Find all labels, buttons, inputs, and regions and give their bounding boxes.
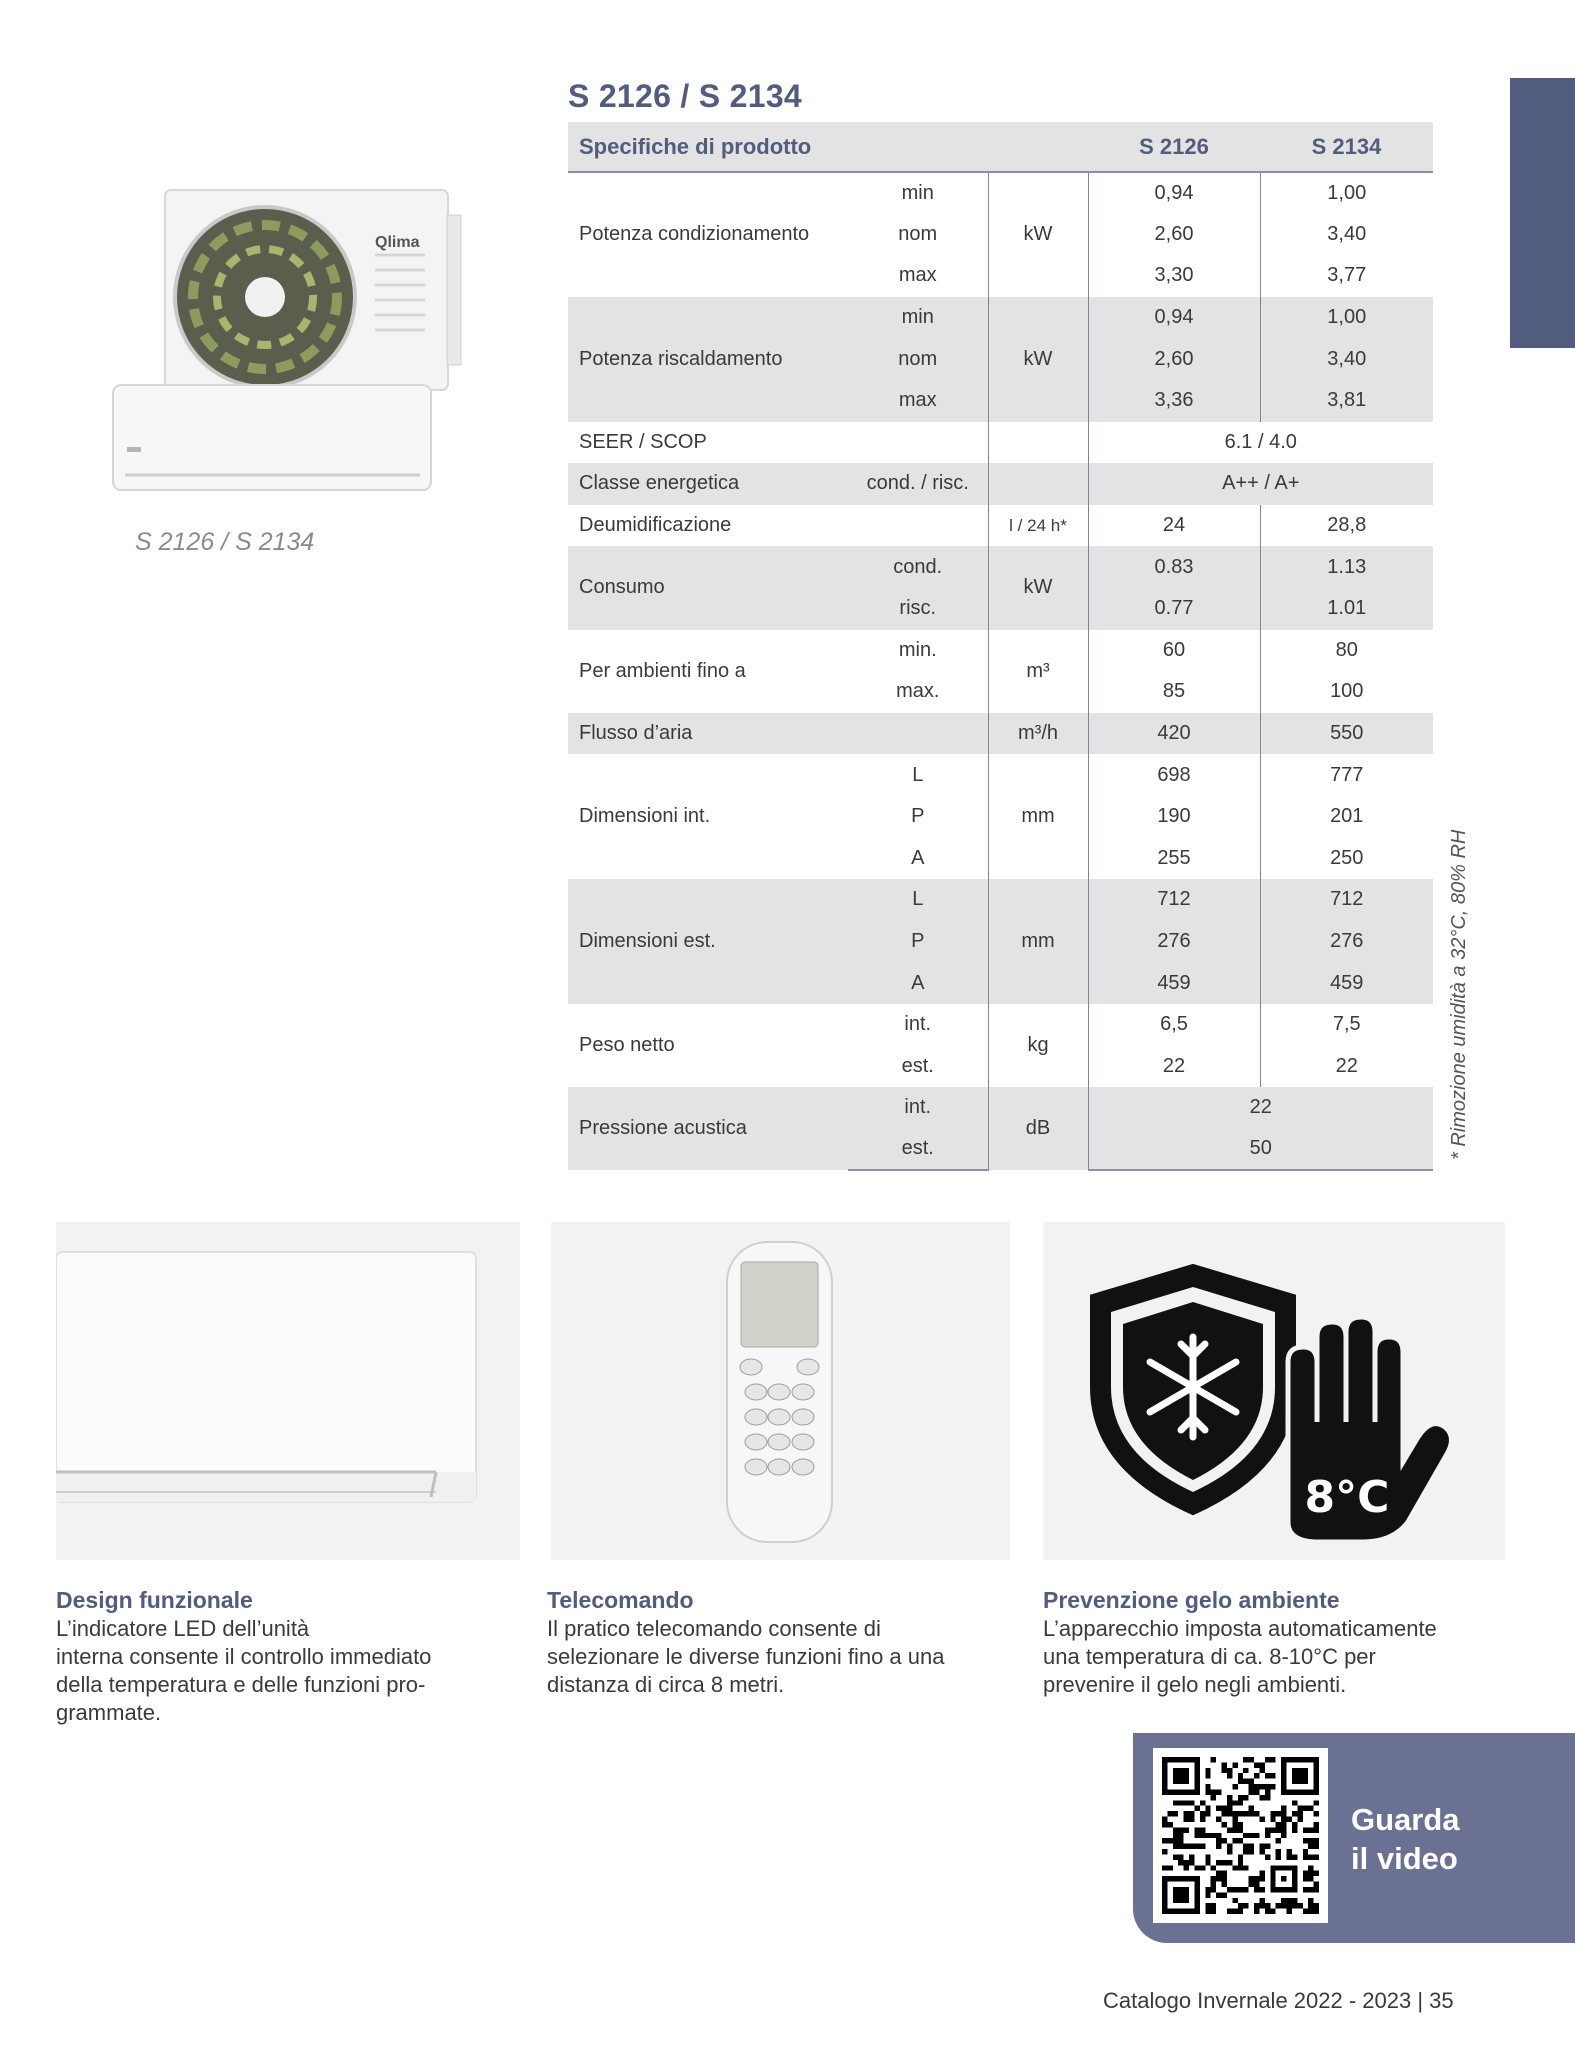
row-group-outdoor-dimensions xyxy=(568,879,1433,1004)
feature-title: Design funzionale xyxy=(56,1587,253,1613)
row-group-cooling xyxy=(568,172,1433,297)
row-sub: int. xyxy=(904,1013,932,1036)
product-caption: S 2126 / S 2134 xyxy=(135,528,315,556)
cell-value: 6.1 / 4.0 xyxy=(1088,422,1433,464)
table-row xyxy=(568,630,1433,672)
row-sub: A xyxy=(848,962,988,1004)
feature-image-design xyxy=(56,1222,520,1560)
cell-value: 250 xyxy=(1260,838,1433,880)
table-row xyxy=(568,172,1433,214)
cell-value: 698 xyxy=(1088,754,1260,796)
row-group-consumption xyxy=(568,546,1433,629)
cell-value: 201 xyxy=(1260,796,1433,838)
row-unit: m³ xyxy=(988,630,1088,713)
table-row xyxy=(568,297,1433,339)
cell-value: 2,60 xyxy=(1088,214,1260,256)
feature-image-remote xyxy=(551,1222,1010,1560)
cell-value: 550 xyxy=(1260,713,1433,755)
row-unit: l / 24 h* xyxy=(988,505,1088,547)
row-sub: nom xyxy=(898,222,938,245)
row-label: SEER / SCOP xyxy=(579,430,707,453)
spec-table xyxy=(568,122,1433,1171)
row-group-seer xyxy=(568,422,1433,464)
table-row xyxy=(568,505,1433,547)
cell-value: 459 xyxy=(1088,962,1260,1004)
product-image xyxy=(105,185,475,510)
cell-value: 0,94 xyxy=(1088,297,1260,339)
cell-value: 777 xyxy=(1260,754,1433,796)
table-header-model-2: S 2134 xyxy=(1260,122,1433,172)
row-sub: P xyxy=(911,805,925,828)
temperature-label: 8°C xyxy=(1304,1472,1390,1523)
cell-value: 3,40 xyxy=(1260,214,1433,256)
cell-value: 85 xyxy=(1088,671,1260,713)
page-title: S 2126 / S 2134 xyxy=(568,78,803,114)
row-sub: est. xyxy=(901,1054,934,1077)
row-group-airflow xyxy=(568,713,1433,755)
row-sub: int. xyxy=(848,1087,988,1129)
cell-value: 459 xyxy=(1260,962,1433,1004)
row-sub: P xyxy=(848,921,988,963)
row-group-dehumidification xyxy=(568,505,1433,547)
table-row xyxy=(568,422,1433,464)
table-row xyxy=(568,1004,1433,1046)
cell-value: 0.77 xyxy=(1088,588,1260,630)
row-group-heating xyxy=(568,297,1433,422)
video-label[interactable]: Guarda il video xyxy=(1351,1802,1460,1876)
cell-value: 3,30 xyxy=(1088,255,1260,297)
table-footnote: * Rimozione umidità a 32°C, 80% RH xyxy=(1448,829,1470,1160)
cell-value: 28,8 xyxy=(1260,505,1433,547)
row-sub: L xyxy=(912,763,924,786)
row-sub: cond. xyxy=(848,546,988,588)
row-sub: nom xyxy=(848,338,988,380)
cell-value: 1.13 xyxy=(1260,546,1433,588)
cell-value: 3,36 xyxy=(1088,380,1260,422)
row-unit: kg xyxy=(988,1004,1088,1087)
feature-description: L’apparecchio imposta automaticamente una temperatura di ca. 8-10°C per prevenire il gelo negli ambienti. xyxy=(1043,1616,1437,1697)
remote-control-icon xyxy=(727,1242,832,1542)
cell-value: 190 xyxy=(1088,796,1260,838)
cell-value: 80 xyxy=(1260,630,1433,672)
table-row xyxy=(568,879,1433,921)
row-sub: min. xyxy=(898,638,937,661)
row-sub: min xyxy=(901,181,934,204)
row-unit: mm xyxy=(988,879,1088,1004)
table-row xyxy=(568,546,1433,588)
cell-value: 2,60 xyxy=(1088,338,1260,380)
row-unit: kW xyxy=(988,297,1088,422)
cell-value: 712 xyxy=(1260,879,1433,921)
row-label: Deumidificazione xyxy=(579,514,732,537)
row-group-energy-class xyxy=(568,463,1433,505)
feature-description: L’indicatore LED dell’unità interna consente il controllo immediato della temperatura e delle funzioni pro- grammate. xyxy=(56,1616,432,1725)
table-header-row xyxy=(568,122,1433,172)
row-label: Pressione acustica xyxy=(568,1087,848,1170)
row-label: Classe energetica xyxy=(568,463,848,505)
cell-value: 60 xyxy=(1088,630,1260,672)
row-sub: max xyxy=(848,380,988,422)
cell-value: 3,40 xyxy=(1260,338,1433,380)
row-sub: A xyxy=(911,846,925,869)
cell-value: 0,94 xyxy=(1088,172,1260,214)
row-sub: risc. xyxy=(848,588,988,630)
cell-value: 24 xyxy=(1088,505,1260,547)
cell-value: 3,77 xyxy=(1260,255,1433,297)
cell-value: 1,00 xyxy=(1260,172,1433,214)
table-header-model-1: S 2126 xyxy=(1088,122,1260,172)
feature-description: Il pratico telecomando consente di selezionare le diverse funzioni fino a una distanza di circa 8 metri. xyxy=(547,1616,945,1697)
row-label: Dimensioni int. xyxy=(579,805,711,828)
cell-value: 6,5 xyxy=(1088,1004,1260,1046)
row-label: Dimensioni est. xyxy=(568,879,848,1004)
row-group-sound-pressure xyxy=(568,1087,1433,1170)
table-row xyxy=(568,713,1433,755)
side-section-tab xyxy=(1510,78,1575,348)
brand-logo: Qlima xyxy=(375,234,420,251)
cell-value: 276 xyxy=(1260,921,1433,963)
feature-title: Telecomando xyxy=(547,1587,694,1613)
row-group-weight xyxy=(568,1004,1433,1087)
cell-value: 22 xyxy=(1088,1045,1260,1087)
row-label: Flusso d’aria xyxy=(568,713,848,755)
qr-code-icon[interactable] xyxy=(1153,1748,1328,1923)
table-header-label: Specifiche di prodotto xyxy=(568,122,1088,172)
feature-title: Prevenzione gelo ambiente xyxy=(1043,1587,1340,1613)
cell-value: 0.83 xyxy=(1088,546,1260,588)
row-unit: m³/h xyxy=(988,713,1088,755)
row-label: Consumo xyxy=(568,546,848,629)
cell-value: 22 xyxy=(1260,1045,1433,1087)
feature-image-frost xyxy=(1043,1222,1505,1560)
cell-value: 712 xyxy=(1088,879,1260,921)
row-unit: dB xyxy=(988,1087,1088,1170)
row-sub: max xyxy=(898,264,937,287)
row-group-indoor-dimensions xyxy=(568,754,1433,879)
cell-value: 3,81 xyxy=(1260,380,1433,422)
cell-value: 420 xyxy=(1088,713,1260,755)
row-group-room-size xyxy=(568,630,1433,713)
cell-value: 255 xyxy=(1088,838,1260,880)
table-row xyxy=(568,1087,1433,1129)
row-sub: max. xyxy=(896,680,940,703)
row-sub: min xyxy=(848,297,988,339)
row-sub: cond. / risc. xyxy=(848,463,988,505)
table-row xyxy=(568,754,1433,796)
cell-value: 1,00 xyxy=(1260,297,1433,339)
row-label: Per ambienti fino a xyxy=(579,659,746,682)
row-sub: est. xyxy=(848,1129,988,1171)
cell-value: A++ / A+ xyxy=(1088,463,1433,505)
row-label: Potenza condizionamento xyxy=(579,223,810,246)
row-label: Peso netto xyxy=(579,1033,675,1056)
row-unit: kW xyxy=(988,172,1088,297)
cell-value: 22 xyxy=(1088,1087,1433,1129)
row-sub: L xyxy=(848,879,988,921)
cell-value: 50 xyxy=(1088,1129,1433,1171)
page-footer: Catalogo Invernale 2022 - 2023 | 35 xyxy=(1103,1988,1454,2013)
table-row xyxy=(568,463,1433,505)
cell-value: 7,5 xyxy=(1260,1004,1433,1046)
cell-value: 276 xyxy=(1088,921,1260,963)
cell-value: 1.01 xyxy=(1260,588,1433,630)
cell-value: 100 xyxy=(1260,671,1433,713)
row-unit: mm xyxy=(988,754,1088,879)
row-unit: kW xyxy=(988,546,1088,629)
row-label: Potenza riscaldamento xyxy=(568,297,848,422)
